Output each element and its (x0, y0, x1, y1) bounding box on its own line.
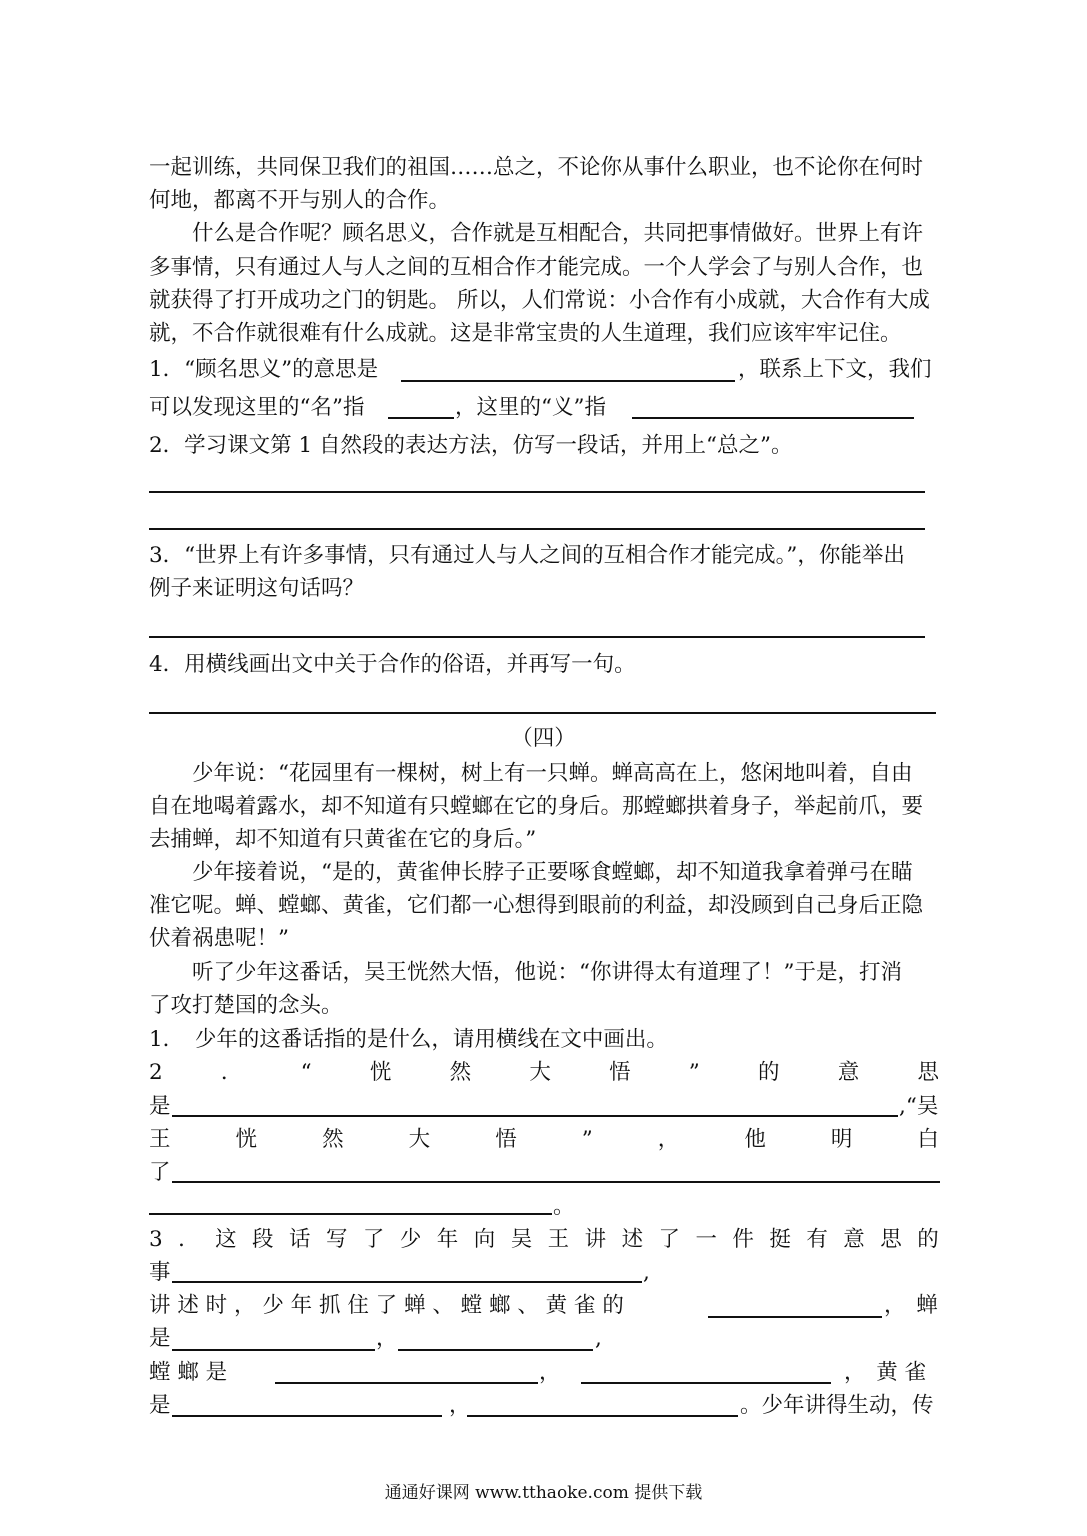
q-char: 了 (658, 1227, 681, 1252)
answer-blank[interactable] (388, 417, 454, 419)
q-char: 的 (917, 1227, 939, 1252)
q-char: 讲 (584, 1227, 607, 1252)
answer-blank[interactable] (401, 380, 735, 382)
question-3-b: 事 (149, 1260, 171, 1285)
q-char: 然 (449, 1060, 472, 1085)
answer-blank[interactable] (172, 1415, 442, 1417)
answer-blank[interactable] (172, 1181, 940, 1183)
q-char: 挺 (769, 1227, 791, 1252)
question-3-j: ， (539, 1360, 561, 1385)
answer-line[interactable] (149, 712, 936, 714)
q-char: 段 (252, 1227, 274, 1252)
question-3-n: 。少年讲得生动，传 (740, 1393, 934, 1418)
question-1-cont: 可以发现这里的“名”指 (149, 395, 365, 420)
question-2-b: 是 (149, 1094, 171, 1119)
q-char: 大 (408, 1127, 431, 1152)
q-char: 话 (288, 1227, 311, 1252)
question-2-f: 。 (553, 1194, 575, 1219)
q-char: ． (220, 1060, 243, 1085)
question-4: 4．用横线画出文中关于合作的俗语，并再写一句。 (149, 652, 636, 677)
passage-line: 了攻打楚国的念头。 (149, 993, 343, 1018)
q-char: 白 (917, 1127, 939, 1152)
answer-blank[interactable] (149, 1213, 552, 1215)
question-3-g: ， (376, 1326, 398, 1351)
passage-line: 什么是合作呢？顾名思义，合作就是互相配合，共同把事情做好。世界上有许 (192, 221, 924, 246)
q-char: 他 (744, 1127, 766, 1152)
answer-line[interactable] (149, 636, 925, 638)
q-char: 3 (149, 1227, 163, 1252)
q-char: 明 (830, 1127, 853, 1152)
question-1-cont-b: ，这里的“义”指 (455, 395, 606, 420)
question-1: 1．“顾名思义”的意思是 (149, 357, 379, 382)
question-3-line (149, 1226, 939, 1254)
answer-blank[interactable] (172, 1349, 375, 1351)
question-3-c: , (643, 1260, 650, 1285)
question-3-cont: 例子来证明这句话吗？ (149, 576, 365, 601)
q-char: 悟 (609, 1060, 631, 1085)
passage-line: 少年说：“花园里有一棵树，树上有一只蝉。蝉高高在上，悠闲地叫着，自由 (192, 761, 913, 786)
q-char: 写 (325, 1227, 348, 1252)
question-3-i: 螳 螂 是 (149, 1360, 228, 1385)
passage-line: 多事情，只有通过人与人之间的互相合作才能完成。一个人学会了与别人合作，也 (149, 255, 924, 280)
q-char: ” (688, 1060, 700, 1085)
q-char: 的 (758, 1060, 780, 1085)
answer-blank[interactable] (632, 417, 914, 419)
q-char: 了 (362, 1227, 385, 1252)
q-char: 意 (843, 1227, 865, 1252)
question-3-h: , (595, 1326, 602, 1351)
passage-line: 何地，都离不开与别人的合作。 (149, 188, 451, 213)
passage-line: 去捕蝉，却不知道有只黄雀在它的身后。” (149, 827, 537, 852)
answer-blank[interactable] (398, 1349, 593, 1351)
question-2-line (149, 1059, 939, 1087)
question-1-tail: ，联系上下文，我们 (738, 357, 932, 382)
q-char: 悟 (495, 1127, 517, 1152)
question-2: 2．学习课文第 1 自然段的表达方法，仿写一段话，并用上“总之”。 (149, 433, 793, 458)
q-char: 少 (399, 1227, 422, 1252)
passage-line: 就，不合作就很难有什么成就。这是非常宝贵的人生道理，我们应该牢牢记住。 (149, 321, 902, 346)
q-char: ， (657, 1127, 680, 1152)
answer-blank[interactable] (172, 1115, 898, 1117)
q-char: 王 (547, 1227, 570, 1252)
q-char: 一 (695, 1227, 717, 1252)
answer-blank[interactable] (708, 1316, 882, 1318)
q-char: 意 (837, 1060, 860, 1085)
q-char: 吴 (510, 1227, 533, 1252)
passage-line: 少年接着说，“是的，黄雀伸长脖子正要啄食螳螂，却不知道我拿着弹弓在瞄 (192, 860, 913, 885)
question-3-f: 是 (149, 1326, 171, 1351)
passage-line: 自在地喝着露水，却不知道有只螳螂在它的身后。那螳螂拱着身子，举起前爪，要 (149, 794, 924, 819)
question-3-k: ， 黄 雀 (844, 1360, 927, 1385)
q-char: 向 (473, 1227, 496, 1252)
q-char: 年 (436, 1227, 459, 1252)
q-char: 2 (149, 1060, 163, 1085)
answer-blank[interactable] (275, 1382, 538, 1384)
q-char: 思 (880, 1227, 902, 1252)
q-char: 有 (806, 1227, 828, 1252)
answer-line[interactable] (149, 528, 925, 530)
question-3-l: 是 (149, 1393, 171, 1418)
q-char: 思 (917, 1060, 939, 1085)
q-char: 然 (322, 1127, 344, 1152)
q-char: 件 (732, 1227, 754, 1252)
q-char: 大 (529, 1060, 551, 1085)
answer-blank[interactable] (581, 1382, 831, 1384)
q-char: “ (300, 1060, 312, 1085)
passage-line: 听了少年这番话，吴王恍然大悟，他说：“你讲得太有道理了！”于是，打消 (192, 960, 902, 985)
passage-line: 准它呢。蝉、螳螂、黄雀，它们都一心想得到眼前的利益，却没顾到自己身后正隐 (149, 893, 924, 918)
question-3-e: ， 蝉 (884, 1293, 938, 1318)
answer-line[interactable] (149, 491, 925, 493)
question-2-e: 了 (149, 1160, 171, 1185)
q-char: ” (581, 1127, 593, 1152)
q-char: 王 (149, 1127, 171, 1152)
q-char: 恍 (235, 1127, 258, 1152)
page-footer: 通通好课网 www.tthaoke.com 提供下载 (384, 1483, 703, 1503)
question-2-line2 (149, 1126, 939, 1154)
question-3-m: ， (449, 1393, 471, 1418)
answer-blank[interactable] (467, 1415, 738, 1417)
passage-line: 伏着祸患呢！” (149, 926, 289, 951)
question-2-c: ,“吴 (899, 1094, 939, 1119)
q-char: 述 (621, 1227, 644, 1252)
q-char: 恍 (369, 1060, 392, 1085)
answer-blank[interactable] (172, 1281, 642, 1283)
question-3: 3．“世界上有许多事情，只有通过人与人之间的互相合作才能完成。”，你能举出 (149, 543, 905, 568)
q-char: 这 (215, 1227, 237, 1252)
passage-line: 就获得了打开成功之门的钥匙。 所以，人们常说：小合作有小成就，大合作有大成 (149, 288, 930, 313)
q-char: ． (178, 1227, 200, 1252)
question-3-d: 讲 述 时 ， 少 年 抓 住 了 蝉 、 螳 螂 、 黄 雀 的 (149, 1293, 624, 1318)
section-heading: （四） (511, 726, 576, 751)
question-1: 1． 少年的这番话指的是什么，请用横线在文中画出。 (149, 1027, 668, 1052)
passage-line: 一起训练，共同保卫我们的祖国……总之，不论你从事什么职业，也不论你在何时 (149, 155, 924, 180)
